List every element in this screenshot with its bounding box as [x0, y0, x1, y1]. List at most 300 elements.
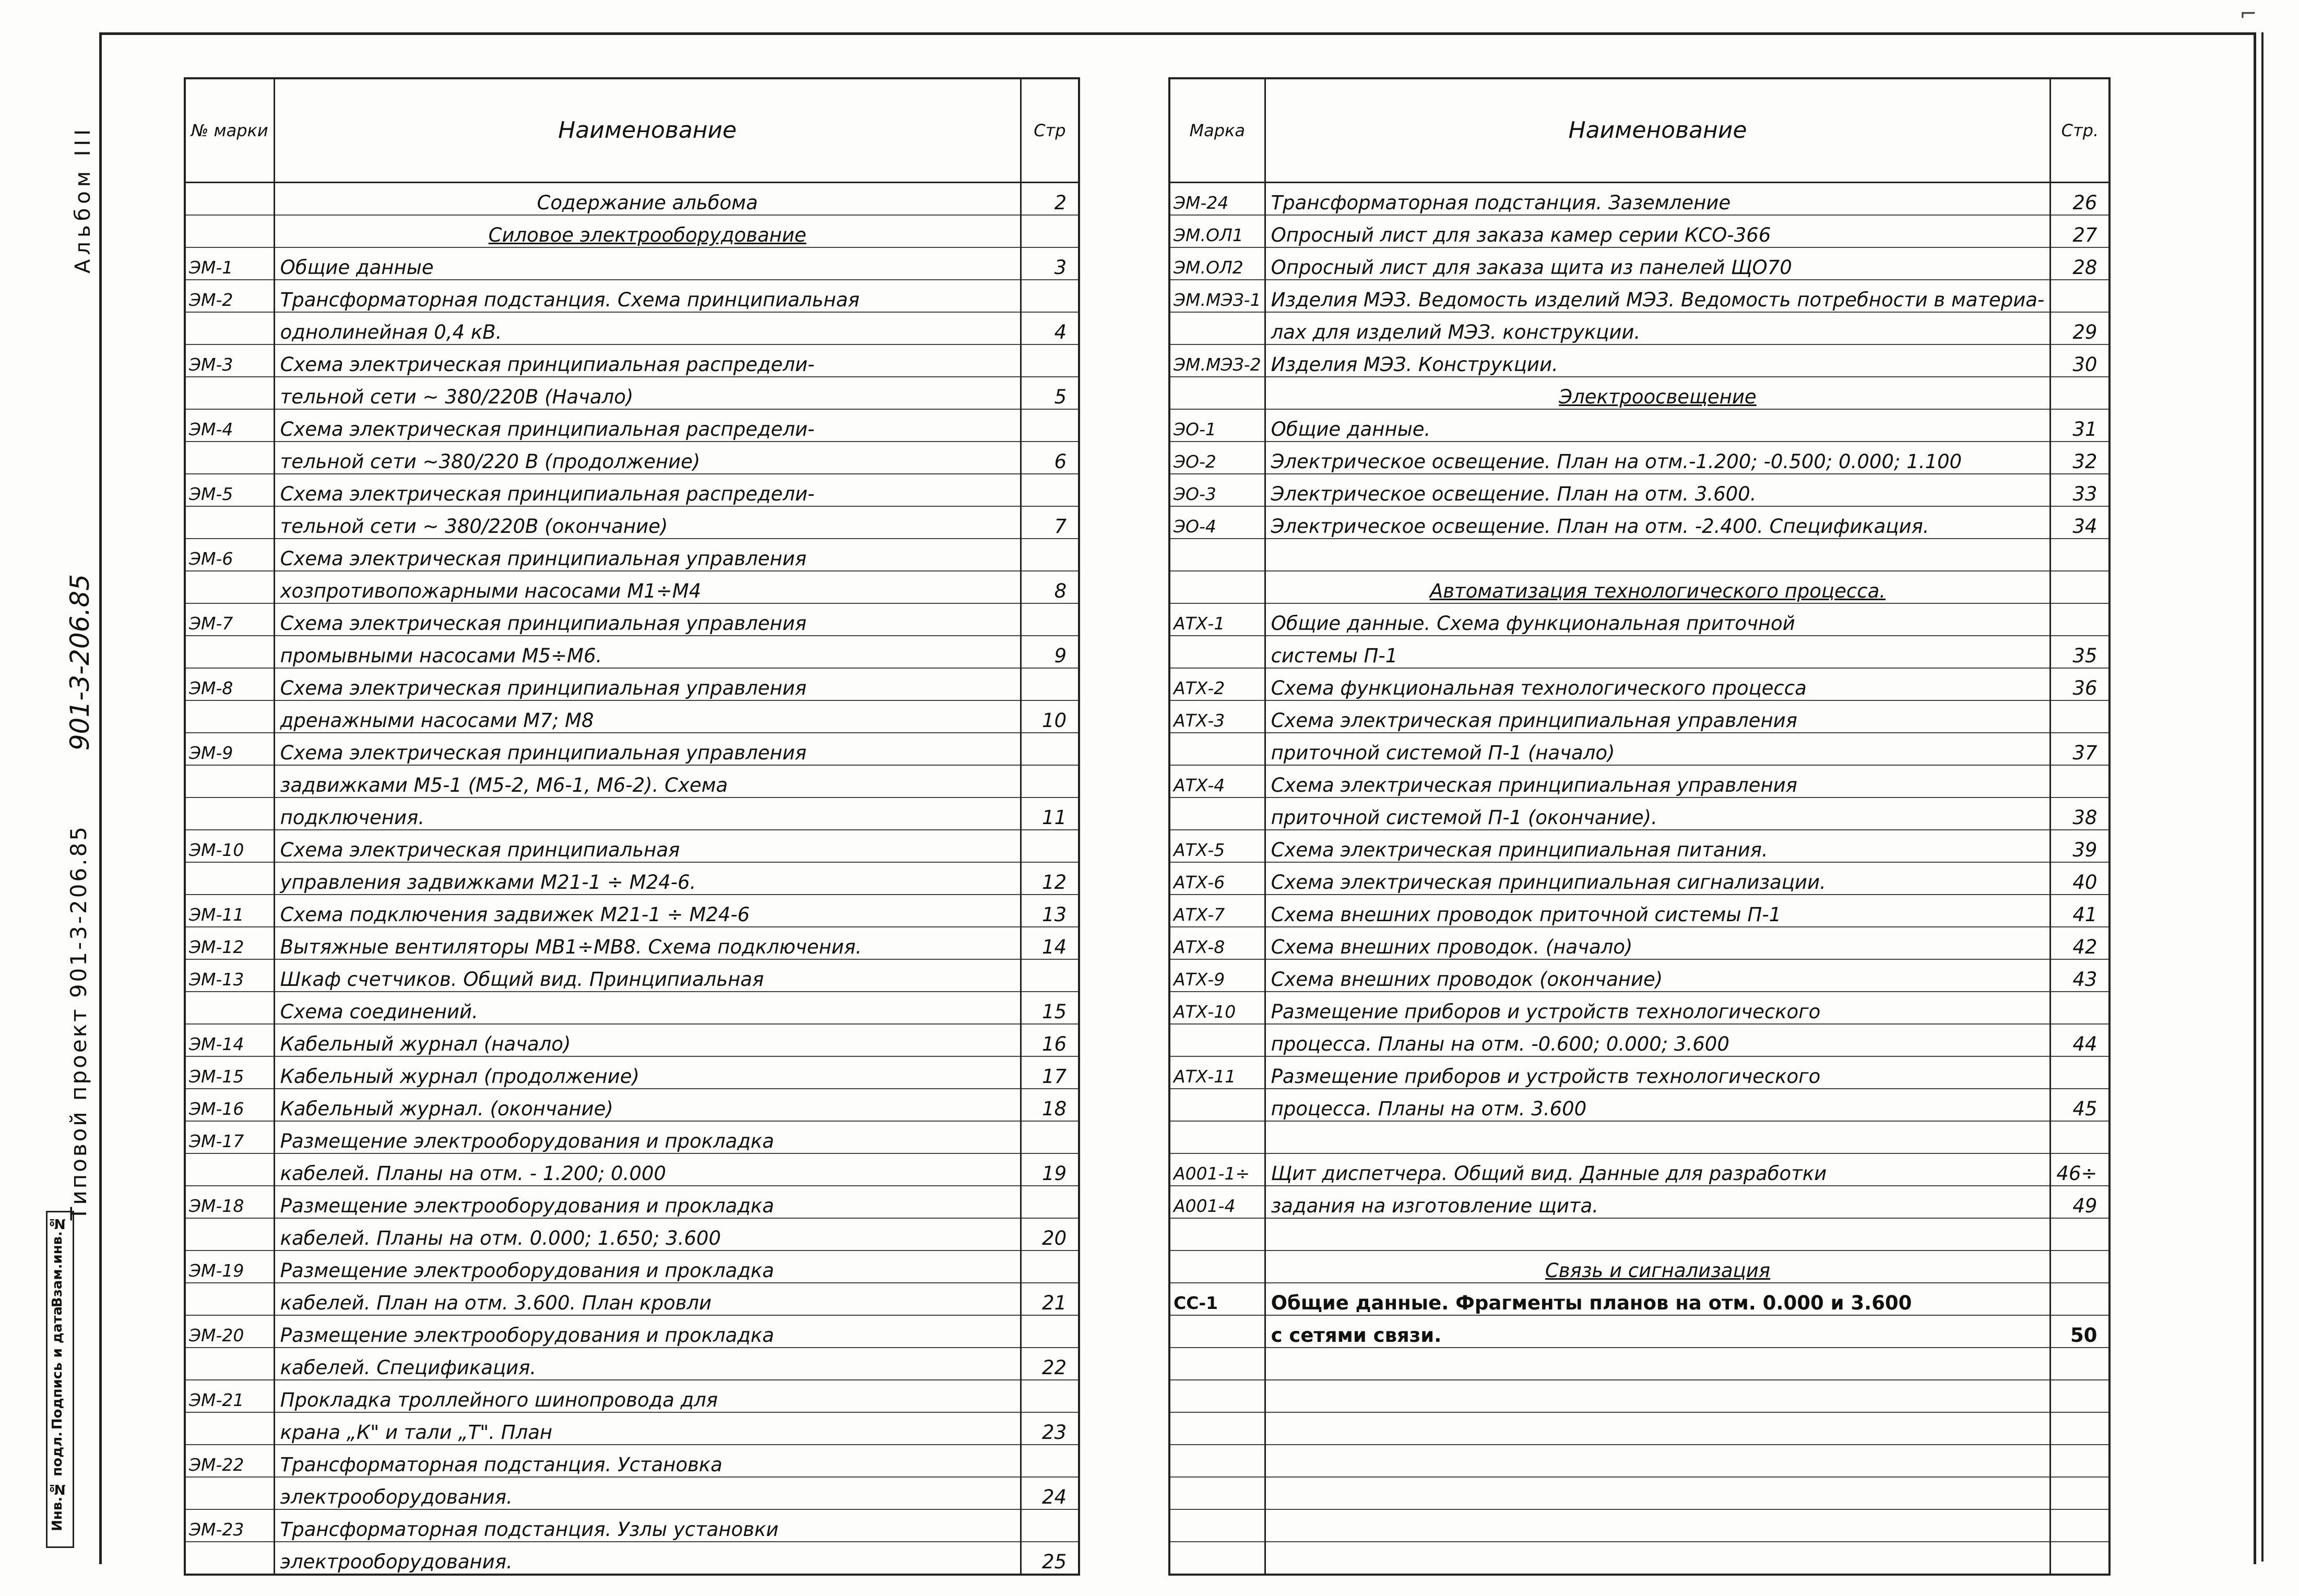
table-header-row — [1169, 78, 2110, 183]
row-page — [1021, 765, 1079, 797]
table-row — [1169, 1315, 2110, 1348]
row-page — [1021, 1380, 1079, 1412]
column-header-page: Стр — [1021, 78, 1079, 183]
row-name: дренажными насосами М7; М8 — [274, 700, 1021, 733]
row-page — [2051, 1121, 2110, 1153]
row-page — [2051, 1250, 2110, 1283]
row-mark — [185, 992, 274, 1024]
row-name: Изделия МЭЗ. Ведомость изделий МЭЗ. Ведомость потребности в материа- — [1265, 280, 2051, 312]
row-name: Схема электрическая принципиальная сигнализации. — [1265, 862, 2051, 895]
table-row — [1169, 442, 2110, 474]
row-page: 33 — [2051, 474, 2110, 506]
row-mark — [1169, 571, 1265, 603]
row-mark: ЭМ-9 — [185, 733, 274, 765]
row-page: 29 — [2051, 312, 2110, 344]
row-page: 27 — [2051, 215, 2110, 247]
row-mark — [185, 571, 274, 603]
album-label: Альбом III — [71, 125, 95, 273]
row-page — [2051, 1412, 2110, 1445]
row-mark: АТХ-6 — [1169, 862, 1265, 895]
row-name — [1265, 1477, 2051, 1509]
table-row — [185, 474, 1079, 506]
row-mark: ЭМ.ОЛ2 — [1169, 247, 1265, 280]
row-page — [2051, 1348, 2110, 1380]
row-name — [1265, 1542, 2051, 1575]
table-row — [185, 1348, 1079, 1380]
row-page: 50 — [2051, 1315, 2110, 1348]
stamp-field-signature: Подпись и дата — [50, 1306, 65, 1430]
row-name: Схема электрическая принципиальная управления — [1265, 700, 2051, 733]
row-page — [1021, 474, 1079, 506]
row-name: Схема внешних проводок (окончание) — [1265, 959, 2051, 992]
row-page — [1021, 733, 1079, 765]
row-name — [1265, 1509, 2051, 1542]
row-page: 20 — [1021, 1218, 1079, 1250]
table-row — [1169, 183, 2110, 216]
row-page: 34 — [2051, 506, 2110, 539]
row-page: 13 — [1021, 895, 1079, 927]
row-page — [2051, 1283, 2110, 1315]
row-mark: ЭМ-19 — [185, 1250, 274, 1283]
row-mark — [1169, 1089, 1265, 1121]
table-row — [1169, 1186, 2110, 1218]
row-name: кабелей. Планы на отм. 0.000; 1.650; 3.600 — [274, 1218, 1021, 1250]
row-page: 3 — [1021, 247, 1079, 280]
row-mark — [185, 862, 274, 895]
row-name: Схема электрическая принципиальная питания. — [1265, 830, 2051, 862]
row-mark: ЭМ-16 — [185, 1089, 274, 1121]
row-page — [2051, 1477, 2110, 1509]
row-page: 8 — [1021, 571, 1079, 603]
row-name: Схема электрическая принципиальная управления — [274, 603, 1021, 636]
row-mark — [185, 1412, 274, 1445]
table-row — [1169, 1024, 2110, 1056]
row-page: 45 — [2051, 1089, 2110, 1121]
row-name: электрооборудования. — [274, 1542, 1021, 1575]
row-name: кабелей. План на отм. 3.600. План кровли — [274, 1283, 1021, 1315]
row-mark — [1169, 797, 1265, 830]
row-mark — [1169, 1542, 1265, 1575]
row-name: однолинейная 0,4 кВ. — [274, 312, 1021, 344]
row-page: 28 — [2051, 247, 2110, 280]
row-name: подключения. — [274, 797, 1021, 830]
contents-table-right — [1168, 77, 2111, 1576]
row-name — [1265, 539, 2051, 571]
row-name: процесса. Планы на отм. -0.600; 0.000; 3.600 — [1265, 1024, 2051, 1056]
sheet-code: 901-3-206.85 — [65, 574, 95, 751]
row-page — [1021, 344, 1079, 377]
row-mark: ЭМ-14 — [185, 1024, 274, 1056]
table-row — [1169, 603, 2110, 636]
row-page: 25 — [1021, 1542, 1079, 1575]
table-row — [1169, 1250, 2110, 1283]
row-mark: ЭМ.МЭЗ-2 — [1169, 344, 1265, 377]
row-name — [1265, 1380, 2051, 1412]
row-name — [1265, 1445, 2051, 1477]
row-mark: АТХ-11 — [1169, 1056, 1265, 1089]
row-mark — [185, 215, 274, 247]
row-mark — [1169, 312, 1265, 344]
row-name: Трансформаторная подстанция. Установка — [274, 1445, 1021, 1477]
column-header-page: Стр. — [2051, 78, 2110, 183]
row-page: 7 — [1021, 506, 1079, 539]
row-page — [2051, 377, 2110, 409]
row-name: Схема электрическая принципиальная управления — [274, 733, 1021, 765]
table-row — [185, 1477, 1079, 1509]
column-header-name: Наименование — [1265, 78, 2051, 183]
table-row — [1169, 668, 2110, 700]
table-row — [185, 830, 1079, 862]
row-page: 6 — [1021, 442, 1079, 474]
row-page: 23 — [1021, 1412, 1079, 1445]
row-mark: СС-1 — [1169, 1283, 1265, 1315]
row-page — [1021, 539, 1079, 571]
row-page: 30 — [2051, 344, 2110, 377]
project-title: Типовой проект 901-3-206.85 — [66, 825, 91, 1221]
row-mark: ЭМ.ОЛ1 — [1169, 215, 1265, 247]
table-row — [185, 1445, 1079, 1477]
row-name: Схема внешних проводок приточной системы П-1 — [1265, 895, 2051, 927]
table-row — [1169, 862, 2110, 895]
row-page — [2051, 1509, 2110, 1542]
row-mark — [1169, 1348, 1265, 1380]
row-page — [1021, 830, 1079, 862]
row-page: 36 — [2051, 668, 2110, 700]
table-row — [185, 215, 1079, 247]
row-mark: ЭМ-22 — [185, 1445, 274, 1477]
table-row — [1169, 927, 2110, 959]
table-row — [185, 1509, 1079, 1542]
table-row — [185, 442, 1079, 474]
row-name: Схема электрическая принципиальная управления — [274, 668, 1021, 700]
contents-table-left — [184, 77, 1080, 1576]
row-page: 15 — [1021, 992, 1079, 1024]
row-mark: ЭМ-24 — [1169, 183, 1265, 216]
table-row — [1169, 1412, 2110, 1445]
row-name: Схема электрическая принципиальная распредели- — [274, 409, 1021, 442]
row-mark: ЭМ-15 — [185, 1056, 274, 1089]
row-mark — [1169, 1121, 1265, 1153]
row-page: 18 — [1021, 1089, 1079, 1121]
row-mark: ЭМ-8 — [185, 668, 274, 700]
row-page — [1021, 409, 1079, 442]
row-page — [2051, 1445, 2110, 1477]
row-name: промывными насосами М5÷М6. — [274, 636, 1021, 668]
row-name: Размещение приборов и устройств технологического — [1265, 1056, 2051, 1089]
table-row — [1169, 571, 2110, 603]
row-page: 11 — [1021, 797, 1079, 830]
table-row — [1169, 1153, 2110, 1186]
row-mark: А001-1÷ — [1169, 1153, 1265, 1186]
table-row — [1169, 959, 2110, 992]
row-name: Схема электрическая принципиальная распредели- — [274, 474, 1021, 506]
row-mark — [1169, 1509, 1265, 1542]
table-row — [1169, 215, 2110, 247]
table-row — [185, 1283, 1079, 1315]
row-name: Шкаф счетчиков. Общий вид. Принципиальная — [274, 959, 1021, 992]
row-name: Электрическое освещение. План на отм. -2.400. Спецификация. — [1265, 506, 2051, 539]
table-row — [185, 1412, 1079, 1445]
table-row — [1169, 247, 2110, 280]
row-name: системы П-1 — [1265, 636, 2051, 668]
row-mark: АТХ-3 — [1169, 700, 1265, 733]
row-page — [2051, 1218, 2110, 1250]
table-row — [1169, 1445, 2110, 1477]
row-page: 22 — [1021, 1348, 1079, 1380]
row-page: 14 — [1021, 927, 1079, 959]
row-mark — [185, 700, 274, 733]
row-mark — [185, 183, 274, 216]
row-name: процесса. Планы на отм. 3.600 — [1265, 1089, 2051, 1121]
row-name: хозпротивопожарными насосами М1÷М4 — [274, 571, 1021, 603]
right-border-line — [2261, 32, 2264, 1562]
row-name: Изделия МЭЗ. Конструкции. — [1265, 344, 2051, 377]
row-mark — [185, 1283, 274, 1315]
row-page — [1021, 668, 1079, 700]
row-page — [1021, 1509, 1079, 1542]
row-mark: АТХ-10 — [1169, 992, 1265, 1024]
row-mark: АТХ-5 — [1169, 830, 1265, 862]
row-mark: ЭМ-7 — [185, 603, 274, 636]
row-page — [2051, 571, 2110, 603]
table-row — [185, 1380, 1079, 1412]
stamp-field-inventory: Инв.№ подл. — [50, 1432, 65, 1531]
table-row — [1169, 344, 2110, 377]
row-mark: ЭМ-3 — [185, 344, 274, 377]
row-name: с сетями связи. — [1265, 1315, 2051, 1348]
row-mark: ЭО-4 — [1169, 506, 1265, 539]
row-name: тельной сети ~ 380/220В (окончание) — [274, 506, 1021, 539]
row-name: Электрическое освещение. План на отм. 3.600. — [1265, 474, 2051, 506]
row-name: приточной системой П-1 (окончание). — [1265, 797, 2051, 830]
table-row — [185, 603, 1079, 636]
row-mark — [1169, 1024, 1265, 1056]
row-mark: АТХ-2 — [1169, 668, 1265, 700]
table-row — [185, 733, 1079, 765]
row-mark — [185, 797, 274, 830]
table-row — [185, 571, 1079, 603]
table-row — [1169, 1348, 2110, 1380]
table-row — [185, 247, 1079, 280]
table-row — [1169, 377, 2110, 409]
row-mark — [1169, 636, 1265, 668]
row-name: Схема электрическая принципиальная управления — [1265, 765, 2051, 797]
row-mark: ЭО-2 — [1169, 442, 1265, 474]
row-mark — [1169, 1445, 1265, 1477]
table-row — [185, 539, 1079, 571]
table-row — [185, 636, 1079, 668]
row-name: Размещение электрооборудования и прокладка — [274, 1315, 1021, 1348]
row-mark: АТХ-9 — [1169, 959, 1265, 992]
table-row — [185, 1542, 1079, 1575]
row-mark — [185, 636, 274, 668]
row-mark — [185, 312, 274, 344]
row-page: 12 — [1021, 862, 1079, 895]
row-mark: ЭМ-13 — [185, 959, 274, 992]
row-page — [2051, 1542, 2110, 1575]
row-page: 9 — [1021, 636, 1079, 668]
column-header-name: Наименование — [274, 78, 1021, 183]
row-name: Щит диспетчера. Общий вид. Данные для разработки — [1265, 1153, 2051, 1186]
table-row — [1169, 409, 2110, 442]
row-mark: АТХ-1 — [1169, 603, 1265, 636]
row-page: 40 — [2051, 862, 2110, 895]
row-mark: ЭО-1 — [1169, 409, 1265, 442]
row-mark: ЭМ-17 — [185, 1121, 274, 1153]
table-row — [185, 1024, 1079, 1056]
table-row — [1169, 700, 2110, 733]
row-mark — [185, 506, 274, 539]
row-page — [1021, 1315, 1079, 1348]
row-page: 37 — [2051, 733, 2110, 765]
row-page — [1021, 280, 1079, 312]
row-mark: ЭМ-11 — [185, 895, 274, 927]
row-page — [2051, 1380, 2110, 1412]
row-mark — [1169, 733, 1265, 765]
row-mark: ЭМ-10 — [185, 830, 274, 862]
row-name: Кабельный журнал (продолжение) — [274, 1056, 1021, 1089]
row-page — [2051, 765, 2110, 797]
row-name: Трансформаторная подстанция. Узлы установки — [274, 1509, 1021, 1542]
row-name: Схема внешних проводок. (начало) — [1265, 927, 2051, 959]
row-name: Схема электрическая принципиальная — [274, 830, 1021, 862]
row-page — [2051, 280, 2110, 312]
table-row — [185, 1121, 1079, 1153]
row-name — [1265, 1348, 2051, 1380]
row-mark — [1169, 377, 1265, 409]
row-name: управления задвижками М21-1 ÷ М24-6. — [274, 862, 1021, 895]
row-name: Схема соединений. — [274, 992, 1021, 1024]
row-page: 35 — [2051, 636, 2110, 668]
row-mark — [185, 1218, 274, 1250]
table-row — [185, 1056, 1079, 1089]
row-page: 24 — [1021, 1477, 1079, 1509]
table-row — [185, 862, 1079, 895]
row-page: 32 — [2051, 442, 2110, 474]
row-mark: ЭМ-12 — [185, 927, 274, 959]
row-name: Вытяжные вентиляторы МВ1÷МВ8. Схема подключения. — [274, 927, 1021, 959]
row-name: Размещение электрооборудования и прокладка — [274, 1121, 1021, 1153]
table-row — [1169, 506, 2110, 539]
row-mark — [1169, 1250, 1265, 1283]
table-row — [1169, 1121, 2110, 1153]
table-row — [185, 927, 1079, 959]
row-mark: ЭМ-23 — [185, 1509, 274, 1542]
row-name — [1265, 1412, 2051, 1445]
row-page — [1021, 1186, 1079, 1218]
row-mark: ЭМ-4 — [185, 409, 274, 442]
row-mark: А001-4 — [1169, 1186, 1265, 1218]
row-name: Опросный лист для заказа щита из панелей ЩО70 — [1265, 247, 2051, 280]
table-row — [185, 1250, 1079, 1283]
table-row — [1169, 1542, 2110, 1575]
table-row — [1169, 312, 2110, 344]
column-header-mark: № марки — [185, 78, 274, 183]
corner-mark: ⌐ — [2239, 2, 2257, 26]
row-name: Размещение электрооборудования и прокладка — [274, 1250, 1021, 1283]
table-row — [185, 1315, 1079, 1348]
row-page — [2051, 1056, 2110, 1089]
row-mark: ЭМ-6 — [185, 539, 274, 571]
row-mark: ЭМ.МЭЗ-1 — [1169, 280, 1265, 312]
row-name: Автоматизация технологического процесса. — [1265, 571, 2051, 603]
row-mark: ЭМ-20 — [185, 1315, 274, 1348]
row-page — [1021, 1121, 1079, 1153]
table-row — [1169, 474, 2110, 506]
row-name: Электрическое освещение. План на отм.-1.200; -0.500; 0.000; 1.100 — [1265, 442, 2051, 474]
row-page: 21 — [1021, 1283, 1079, 1315]
row-name: Схема подключения задвижек М21-1 ÷ М24-6 — [274, 895, 1021, 927]
row-page: 19 — [1021, 1153, 1079, 1186]
row-name: кабелей. Спецификация. — [274, 1348, 1021, 1380]
row-name: Кабельный журнал (начало) — [274, 1024, 1021, 1056]
row-mark — [185, 1477, 274, 1509]
row-page: 43 — [2051, 959, 2110, 992]
table-row — [1169, 733, 2110, 765]
table-row — [1169, 1089, 2110, 1121]
table-row — [1169, 636, 2110, 668]
row-page: 41 — [2051, 895, 2110, 927]
row-page: 44 — [2051, 1024, 2110, 1056]
row-name: электрооборудования. — [274, 1477, 1021, 1509]
row-name: задания на изготовление щита. — [1265, 1186, 2051, 1218]
table-row — [185, 280, 1079, 312]
table-row — [1169, 1509, 2110, 1542]
row-mark — [1169, 1218, 1265, 1250]
row-name: тельной сети ~ 380/220В (Начало) — [274, 377, 1021, 409]
row-name: Силовое электрооборудование — [274, 215, 1021, 247]
row-name: Связь и сигнализация — [1265, 1250, 2051, 1283]
row-page — [1021, 959, 1079, 992]
row-page: 16 — [1021, 1024, 1079, 1056]
row-name — [1265, 1121, 2051, 1153]
row-mark: АТХ-7 — [1169, 895, 1265, 927]
row-page: 38 — [2051, 797, 2110, 830]
row-mark — [1169, 1315, 1265, 1348]
table-row — [1169, 1218, 2110, 1250]
table-row — [185, 1089, 1079, 1121]
row-name: Электроосвещение — [1265, 377, 2051, 409]
row-name: Общие данные. — [1265, 409, 2051, 442]
table-row — [185, 1218, 1079, 1250]
row-name: Трансформаторная подстанция. Схема принципиальная — [274, 280, 1021, 312]
table-row — [1169, 1477, 2110, 1509]
row-name: Кабельный журнал. (окончание) — [274, 1089, 1021, 1121]
row-name: Опросный лист для заказа камер серии КСО-366 — [1265, 215, 2051, 247]
table-row — [185, 895, 1079, 927]
row-mark: ЭМ-2 — [185, 280, 274, 312]
row-name: тельной сети ~380/220 В (продолжение) — [274, 442, 1021, 474]
table-row — [185, 1153, 1079, 1186]
row-name — [1265, 1218, 2051, 1250]
table-row — [185, 797, 1079, 830]
row-mark — [1169, 1412, 1265, 1445]
table-row — [185, 765, 1079, 797]
row-mark: ЭМ-21 — [185, 1380, 274, 1412]
row-name: Схема электрическая принципиальная управления — [274, 539, 1021, 571]
row-page — [1021, 1445, 1079, 1477]
row-mark — [185, 442, 274, 474]
row-name: Содержание альбома — [274, 183, 1021, 216]
row-name: Схема электрическая принципиальная распредели- — [274, 344, 1021, 377]
row-mark — [185, 377, 274, 409]
stamp-field-replacement: Взам.инв.№ — [50, 1216, 65, 1308]
row-page: 10 — [1021, 700, 1079, 733]
row-mark: ЭО-3 — [1169, 474, 1265, 506]
table-row — [1169, 1283, 2110, 1315]
row-page — [2051, 700, 2110, 733]
revision-stamp — [46, 1211, 74, 1548]
